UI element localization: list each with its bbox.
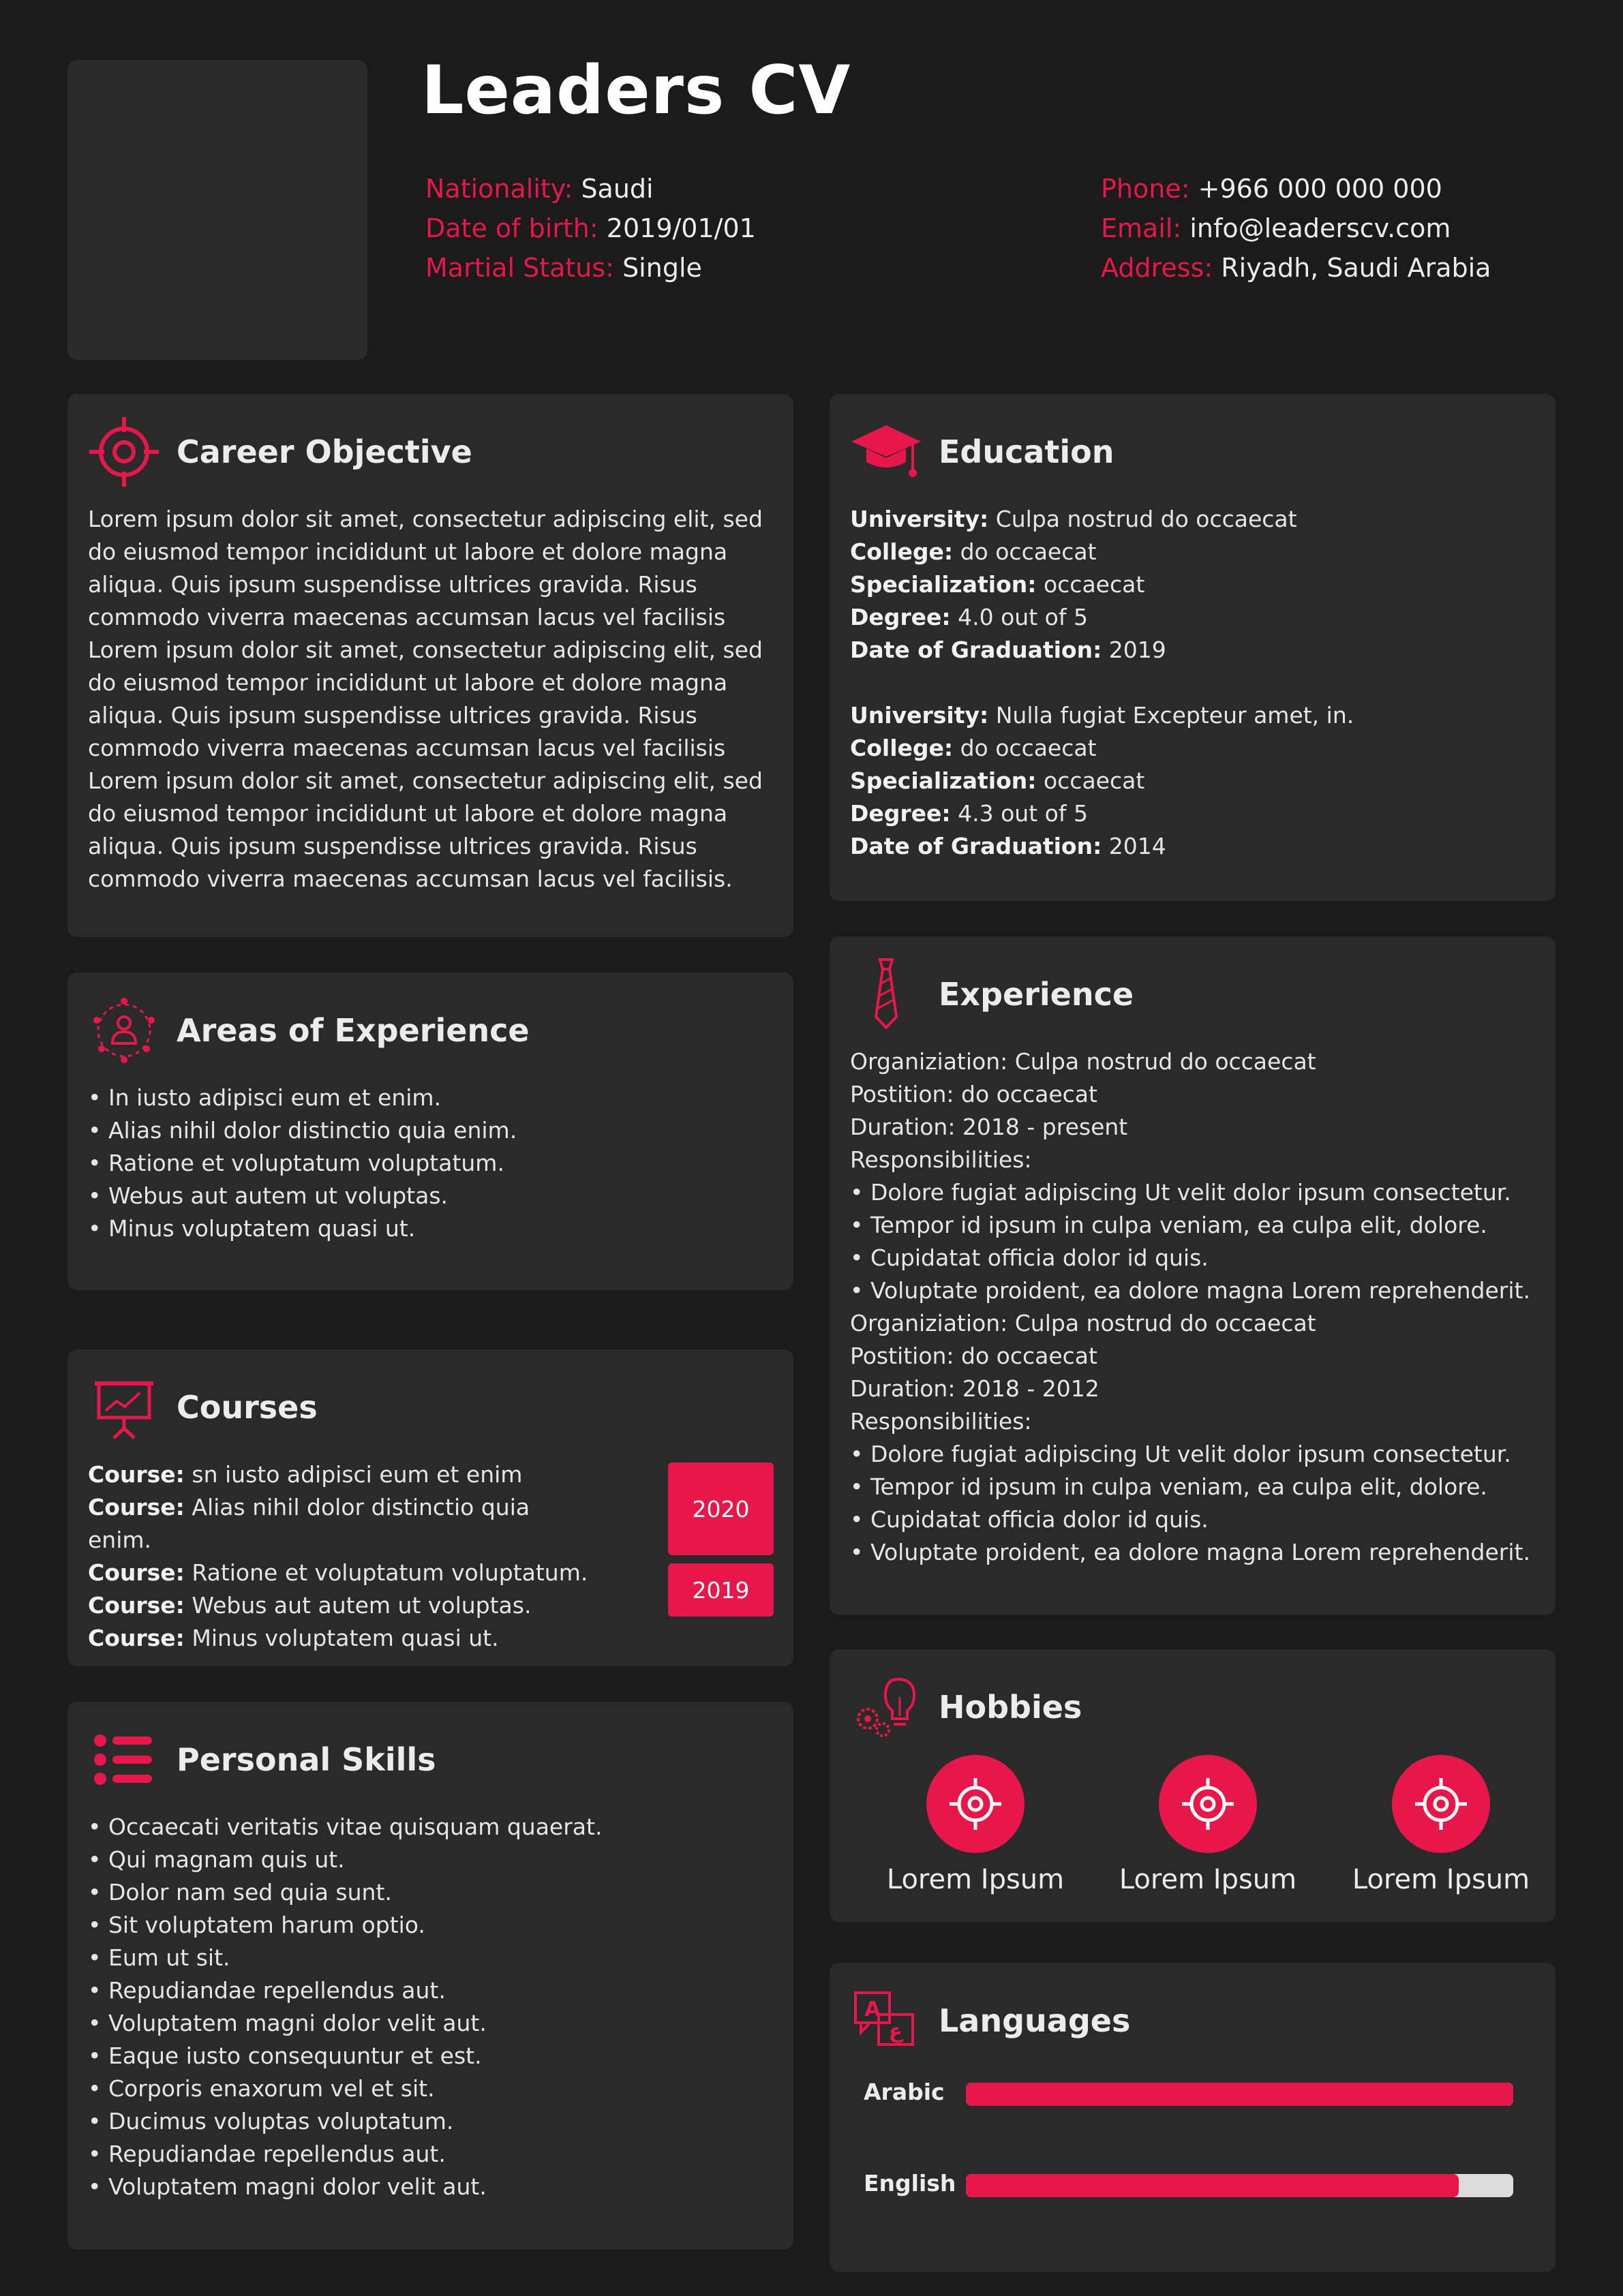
list-item: • Dolor nam sed quia sunt.: [88, 1876, 773, 1909]
experience-line: Organiziation: Culpa nostrud do occaecat: [850, 1048, 1316, 1075]
hobby-item: [1106, 1755, 1310, 1895]
language-level-bar: [966, 2174, 1513, 2197]
experience-line: • Cupidatat officia dolor id quis.: [850, 1506, 1209, 1533]
career-objective-text: [88, 503, 773, 896]
degree-label: Degree:: [850, 800, 951, 827]
experience-line: • Voluptate proident, ea dolore magna Lorem reprehenderit.: [850, 1277, 1530, 1304]
education-graduation: [850, 830, 1535, 863]
experience-line: • Tempor id ipsum in culpa veniam, ea culpa elit, dolore.: [850, 1212, 1487, 1238]
list-item: • Voluptatem magni dolor velit aut.: [88, 2171, 773, 2203]
education-university: [850, 699, 1535, 732]
course-label: Course:: [88, 1559, 185, 1586]
education-header: [849, 414, 1114, 489]
course-label: Course:: [88, 1461, 185, 1488]
page-title: Leaders CV: [421, 52, 851, 129]
graduation-cap-icon: [849, 414, 924, 489]
birth-date-label: Date of birth:: [425, 213, 598, 243]
address-row: [1101, 248, 1491, 288]
course-name: Ratione et voluptatum voluptatum.: [192, 1559, 588, 1586]
hobbies-title: Hobbies: [939, 1689, 1082, 1726]
target-icon: [1392, 1755, 1490, 1853]
objective-line: do eiusmod tempor incididunt ut labore et dolore magna: [88, 538, 728, 565]
hobby-label: Lorem Ipsum: [1119, 1864, 1297, 1895]
phone-label: Phone:: [1101, 174, 1190, 204]
objective-line: aliqua. Quis ipsum suspendisse ultrices gravida. Risus: [88, 571, 697, 598]
nationality-value: Saudi: [581, 174, 654, 204]
skills-list: [88, 1811, 773, 2203]
hobbies-list: [830, 1755, 1556, 1905]
experience-line: Postition: do occaecat: [850, 1081, 1097, 1107]
course-name: Alias nihil dolor distinctio quia enim.: [88, 1494, 530, 1553]
experience-line: Organiziation: Culpa nostrud do occaecat: [850, 1310, 1316, 1336]
college-value: do occaecat: [960, 735, 1097, 761]
profile-photo: [67, 60, 367, 360]
objective-line: Lorem ipsum dolor sit amet, consectetur adipiscing elit, sed: [88, 506, 763, 532]
presentation-board-icon: [87, 1370, 162, 1445]
list-item: • Occaecati veritatis vitae quisquam quaerat.: [88, 1811, 773, 1843]
language-level-bar: [966, 2083, 1513, 2106]
experience-text: [850, 1045, 1535, 1569]
experience-line: Responsibilities:: [850, 1146, 1032, 1173]
course-label: Course:: [88, 1494, 185, 1520]
personal-info: [425, 169, 756, 288]
education-title: Education: [939, 433, 1114, 470]
gears-lightbulb-icon: [849, 1670, 924, 1745]
course-name: sn iusto adipisci eum et enim: [192, 1461, 523, 1488]
list-item: • Webus aut autem ut voluptas.: [88, 1180, 773, 1212]
objective-line: do eiusmod tempor incididunt ut labore et dolore magna: [88, 800, 728, 827]
year-badge: 2019: [668, 1563, 774, 1617]
education-entry: [850, 699, 1535, 863]
list-item: • Corporis enaxorum vel et sit.: [88, 2072, 773, 2105]
network-person-icon: [87, 993, 162, 1068]
education-specialization: [850, 568, 1535, 601]
hobby-item: [1339, 1755, 1543, 1895]
list-item: • Ratione et voluptatum voluptatum.: [88, 1147, 773, 1180]
languages-header: [849, 1983, 1130, 2058]
graduation-value: 2019: [1108, 637, 1166, 663]
hobbies-header: [849, 1670, 1082, 1745]
list-item: • Voluptatem magni dolor velit aut.: [88, 2007, 773, 2040]
hobby-label: Lorem Ipsum: [886, 1864, 1065, 1895]
list-item: • Minus voluptatem quasi ut.: [88, 1212, 773, 1245]
phone-value: +966 000 000 000: [1198, 174, 1442, 204]
degree-value: 4.3 out of 5: [958, 800, 1088, 827]
list-item: • In iusto adipisci eum et enim.: [88, 1082, 773, 1114]
experience-line: Responsibilities:: [850, 1408, 1032, 1435]
education-college: [850, 732, 1535, 765]
experience-title: Experience: [939, 976, 1134, 1013]
personal-skills-card: [67, 1702, 793, 2250]
experience-header: [849, 957, 1134, 1032]
objective-line: commodo viverra maecenas accumsan lacus vel facilisis: [88, 604, 726, 630]
objective-line: aliqua. Quis ipsum suspendisse ultrices gravida. Risus: [88, 833, 697, 859]
course-name: Webus aut autem ut voluptas.: [192, 1592, 532, 1619]
nationality-label: Nationality:: [425, 174, 573, 204]
course-label: Course:: [88, 1592, 185, 1619]
degree-value: 4.0 out of 5: [958, 604, 1088, 630]
languages-card: [830, 1963, 1556, 2272]
courses-list: [88, 1458, 589, 1655]
course-row: [88, 1458, 589, 1491]
phone-row: [1101, 169, 1491, 209]
university-label: University:: [850, 506, 989, 532]
address-value: Riyadh, Saudi Arabia: [1221, 253, 1491, 283]
objective-line: do eiusmod tempor incididunt ut labore et dolore magna: [88, 669, 728, 696]
course-row: [88, 1589, 589, 1622]
education-degree: [850, 797, 1535, 830]
target-icon: [87, 414, 162, 489]
email-value: info@leaderscv.com: [1189, 213, 1451, 243]
language-level-fill: [966, 2083, 1513, 2106]
university-value: Culpa nostrud do occaecat: [995, 506, 1297, 532]
objective-line: Lorem ipsum dolor sit amet, consectetur adipiscing elit, sed: [88, 767, 763, 794]
marital-status-row: [425, 248, 756, 288]
list-item: • Sit voluptatem harum optio.: [88, 1909, 773, 1942]
course-label: Course:: [88, 1625, 185, 1651]
specialization-label: Specialization:: [850, 571, 1037, 598]
career-objective-card: [67, 394, 793, 937]
college-value: do occaecat: [960, 538, 1097, 565]
university-value: Nulla fugiat Excepteur amet, in.: [995, 702, 1354, 729]
list-item: • Ducimus voluptas voluptatum.: [88, 2105, 773, 2138]
experience-line: • Dolore fugiat adipiscing Ut velit dolor ipsum consectetur.: [850, 1441, 1511, 1467]
contact-info: [1101, 169, 1491, 288]
list-item: • Eum ut sit.: [88, 1942, 773, 1974]
courses-card: [67, 1349, 793, 1666]
university-label: University:: [850, 702, 989, 729]
specialization-value: occaecat: [1043, 571, 1145, 598]
language-row: [864, 2079, 1513, 2106]
svg-text:A: A: [864, 1997, 881, 2021]
marital-status-label: Martial Status:: [425, 253, 614, 283]
courses-header: [87, 1370, 318, 1445]
objective-line: Lorem ipsum dolor sit amet, consectetur adipiscing elit, sed: [88, 637, 763, 663]
course-row: [88, 1491, 589, 1557]
objective-line: commodo viverra maecenas accumsan lacus vel facilisis: [88, 735, 726, 761]
birth-date-value: 2019/01/01: [606, 213, 756, 243]
courses-title: Courses: [177, 1389, 318, 1426]
birth-date-row: [425, 209, 756, 248]
language-name: Arabic: [864, 2079, 945, 2105]
languages-title: Languages: [939, 2002, 1131, 2039]
language-level-fill: [966, 2174, 1459, 2197]
svg-text:ع: ع: [888, 2019, 903, 2043]
graduation-label: Date of Graduation:: [850, 833, 1102, 859]
list-item: • Alias nihil dolor distinctio quia enim.: [88, 1114, 773, 1147]
career-objective-title: Career Objective: [177, 433, 472, 470]
skills-header: [87, 1722, 436, 1797]
target-icon: [926, 1755, 1025, 1853]
education-degree: [850, 601, 1535, 634]
experience-line: • Voluptate proident, ea dolore magna Lorem reprehenderit.: [850, 1539, 1530, 1565]
areas-header: [87, 993, 530, 1068]
areas-of-experience-card: [67, 973, 793, 1290]
experience-line: • Tempor id ipsum in culpa veniam, ea culpa elit, dolore.: [850, 1473, 1487, 1500]
course-row: [88, 1622, 589, 1655]
nationality-row: [425, 169, 756, 209]
experience-line: Duration: 2018 - present: [850, 1114, 1128, 1140]
graduation-label: Date of Graduation:: [850, 637, 1102, 663]
experience-line: • Cupidatat officia dolor id quis.: [850, 1244, 1209, 1271]
hobby-label: Lorem Ipsum: [1352, 1864, 1530, 1895]
hobbies-card: [830, 1649, 1556, 1922]
necktie-icon: [849, 957, 924, 1032]
experience-line: • Dolore fugiat adipiscing Ut velit dolor ipsum consectetur.: [850, 1179, 1511, 1206]
hobby-item: [873, 1755, 1078, 1895]
graduation-value: 2014: [1108, 833, 1166, 859]
specialization-label: Specialization:: [850, 767, 1037, 794]
translate-icon: [849, 1983, 924, 2058]
target-icon: [1159, 1755, 1257, 1853]
list-item: • Repudiandae repellendus aut.: [88, 2138, 773, 2171]
list-item: • Repudiandae repellendus aut.: [88, 1974, 773, 2007]
course-row: [88, 1557, 589, 1589]
objective-line: commodo viverra maecenas accumsan lacus vel facilisis.: [88, 866, 733, 892]
areas-title: Areas of Experience: [177, 1012, 530, 1049]
email-row: [1101, 209, 1491, 248]
list-icon: [87, 1722, 162, 1797]
list-item: • Qui magnam quis ut.: [88, 1843, 773, 1876]
education-university: [850, 503, 1535, 536]
education-entry: [850, 503, 1535, 667]
course-name: Minus voluptatem quasi ut.: [192, 1625, 499, 1651]
education-specialization: [850, 765, 1535, 797]
degree-label: Degree:: [850, 604, 951, 630]
career-objective-header: [87, 414, 472, 489]
specialization-value: occaecat: [1043, 767, 1145, 794]
college-label: College:: [850, 735, 954, 761]
address-label: Address:: [1101, 253, 1213, 283]
college-label: College:: [850, 538, 954, 565]
marital-status-value: Single: [622, 253, 702, 283]
objective-line: aliqua. Quis ipsum suspendisse ultrices gravida. Risus: [88, 702, 697, 729]
email-label: Email:: [1101, 213, 1182, 243]
education-card: [830, 394, 1556, 901]
education-graduation: [850, 634, 1535, 667]
experience-card: [830, 936, 1556, 1615]
areas-list: [88, 1082, 773, 1245]
list-item: • Eaque iusto consequuntur et est.: [88, 2040, 773, 2072]
year-badge: 2020: [668, 1463, 774, 1555]
education-college: [850, 536, 1535, 568]
experience-line: Postition: do occaecat: [850, 1343, 1097, 1369]
language-row: [864, 2170, 1513, 2197]
experience-line: Duration: 2018 - 2012: [850, 1375, 1099, 1402]
language-name: English: [864, 2170, 956, 2196]
skills-title: Personal Skills: [177, 1741, 436, 1778]
